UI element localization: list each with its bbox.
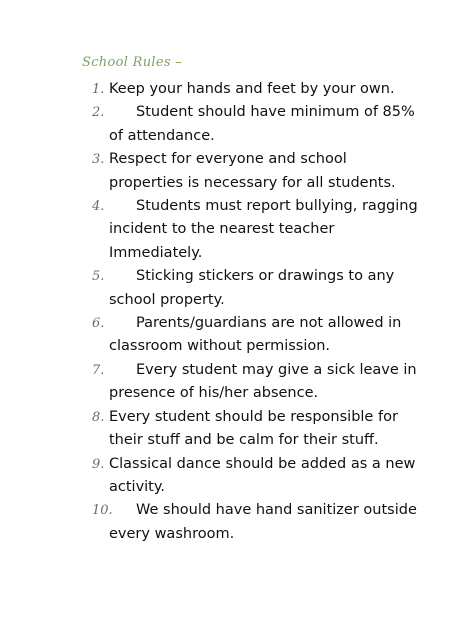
list-item <box>92 148 422 195</box>
list-item-text: We should have hand sanitizer outside every washroom. <box>109 502 417 542</box>
list-item <box>92 101 422 148</box>
list-item-number: 6. <box>92 316 105 332</box>
list-item-text: Every student may give a sick leave in presence of his/her absence. <box>109 361 417 402</box>
list-item <box>92 312 422 359</box>
list-item <box>92 406 422 453</box>
list-item-number: 2. <box>92 105 105 121</box>
list-item <box>92 453 422 500</box>
list-item <box>92 195 422 265</box>
list-item-number: 1. <box>92 82 105 97</box>
list-item-text: Classical dance should be added as a new activity. <box>109 455 416 495</box>
list-item-text: Keep your hands and feet by your own. <box>109 81 395 97</box>
list-item-number: 5. <box>92 269 105 285</box>
list-item <box>92 265 422 312</box>
rules-list <box>92 78 422 546</box>
list-item <box>92 78 422 101</box>
list-item-text: Respect for everyone and school properties is necessary for all students. <box>109 151 396 191</box>
list-item-text: Every student should be responsible for their stuff and be calm for their stuff. <box>109 408 398 449</box>
list-item-text: Sticking stickers or drawings to any school property. <box>109 268 395 308</box>
list-item-text: Parents/guardians are not allowed in classroom without permission. <box>109 315 402 355</box>
list-item-number: 9. <box>92 456 105 472</box>
list-item-number: 8. <box>92 409 105 425</box>
list-item-number: 7. <box>92 362 105 378</box>
list-item <box>92 359 422 406</box>
list-item <box>92 499 422 546</box>
list-item-text: Student should have minimum of 85% of attendance. <box>109 104 415 144</box>
list-item-number: 10. <box>92 503 113 519</box>
document-title: School Rules – <box>82 55 183 70</box>
list-item-number: 4. <box>92 199 105 215</box>
list-item-text: Students must report bullying, ragging incident to the nearest teacher Immediately. <box>109 198 418 261</box>
list-item-number: 3. <box>92 152 105 168</box>
